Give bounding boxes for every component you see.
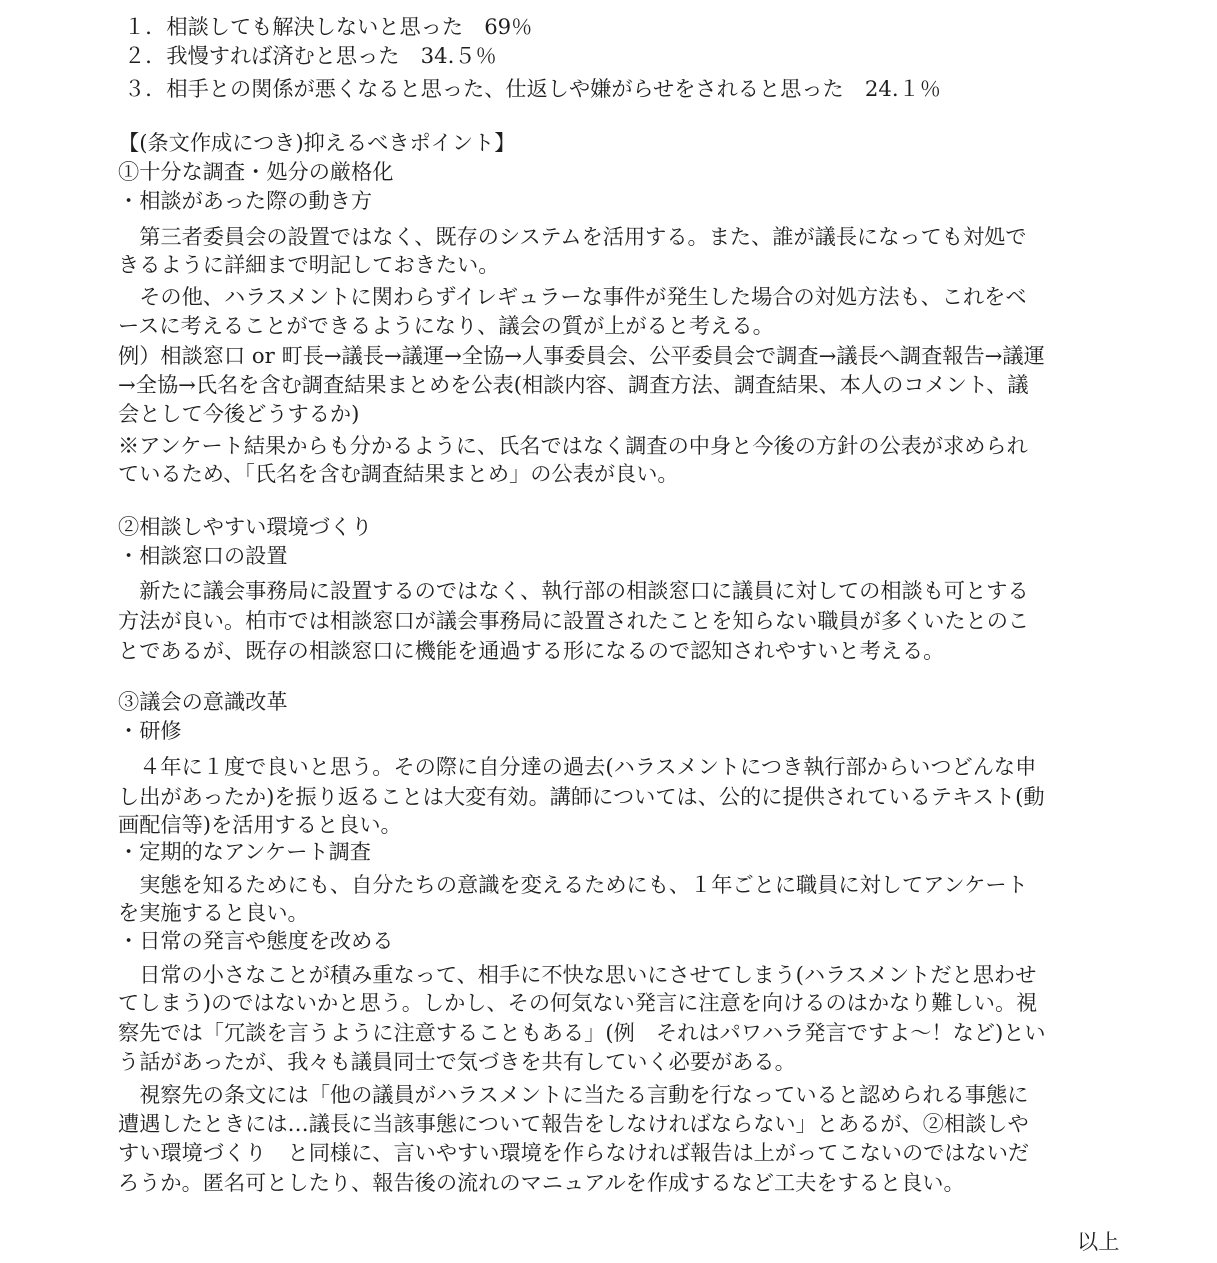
points-heading: 【(条文作成につき)抑えるべきポイント】 <box>118 130 516 155</box>
survey-result-3: ３．相手との関係が悪くなると思った、仕返しや嫌がらせをされると思った 24.１％ <box>124 76 941 101</box>
section3-line: う話があったが、我々も議員同士で気づきを共有していく必要がある。 <box>118 1049 796 1074</box>
section1-line: 会として今後どうするか) <box>118 401 360 426</box>
section1-line: ースに考えることができるようになり、議会の質が上がると考える。 <box>118 313 774 338</box>
section3-line: 実態を知るためにも、自分たちの意識を変えるためにも、１年ごとに職員に対してアンケート <box>118 872 1028 897</box>
section3-line: 視察先の条文には「他の議員がハラスメントに当たる言動を行なっていると認められる事態に <box>118 1082 1029 1107</box>
section3-line: てしまう)のではないかと思う。しかし、その何気ない発言に注意を向けるのはかなり難しい。視 <box>118 990 1038 1015</box>
survey-result-1: １．相談しても解決しないと思った 69％ <box>124 14 533 39</box>
section3-sub-training: ・研修 <box>118 718 182 743</box>
section3-line: し出があったか)を振り返ることは大変有効。講師については、公的に提供されているテキスト(動 <box>118 784 1045 809</box>
section1-subtitle: ・相談があった際の動き方 <box>118 188 373 213</box>
section2-line: 方法が良い。柏市では相談窓口が議会事務局に設置されたことを知らない職員が多くいたとのこ <box>118 608 1030 633</box>
section1-line: ※アンケート結果からも分かるように、氏名ではなく調査の中身と今後の方針の公表が求められ <box>118 433 1028 458</box>
section1-line: 第三者委員会の設置ではなく、既存のシステムを活用する。また、誰が議長になっても対処で <box>118 224 1027 249</box>
section3-sub-survey: ・定期的なアンケート調査 <box>118 839 371 864</box>
section1-title: ①十分な調査・処分の厳格化 <box>118 159 394 184</box>
section3-line: ４年に１度で良いと思う。その際に自分達の過去(ハラスメントにつき執行部からいつどんな申 <box>118 754 1037 779</box>
section3-line: 画配信等)を活用すると良い。 <box>118 812 402 837</box>
section1-line: ているため、「氏名を含む調査結果まとめ」の公表が良い。 <box>118 461 679 486</box>
section2-subtitle: ・相談窓口の設置 <box>118 543 288 568</box>
section3-title: ③議会の意識改革 <box>118 689 288 714</box>
survey-result-2: ２．我慢すれば済むと思った 34.５％ <box>124 43 497 68</box>
section3-line: すい環境づくり と同様に、言いやすい環境を作らなければ報告は上がってこないのではないだ <box>118 1140 1030 1165</box>
section2-line: 新たに議会事務局に設置するのではなく、執行部の相談窓口に議員に対しての相談も可とする <box>118 578 1029 603</box>
section3-line: 遭遇したときには…議長に当該事態について報告をしなければならない」とあるが、②相談しや <box>118 1111 1029 1136</box>
section1-line: きるように詳細まで明記しておきたい。 <box>118 252 500 277</box>
section2-title: ②相談しやすい環境づくり <box>118 514 373 539</box>
section2-line: とであるが、既存の相談窓口に機能を通過する形になるので認知されやすいと考える。 <box>118 638 945 663</box>
section3-line: ろうか。匿名可としたり、報告後の流れのマニュアルを作成するなど工夫をすると良い。 <box>118 1170 965 1195</box>
section1-line: 例）相談窓口 or 町長→議長→議運→全協→人事委員会、公平委員会で調査→議長へ調査報告→議運 <box>118 343 1045 368</box>
section3-line: を実施すると良い。 <box>118 900 309 925</box>
section1-line: その他、ハラスメントに関わらずイレギュラーな事件が発生した場合の対処方法も、これをベ <box>118 284 1027 309</box>
closing-mark: 以上 <box>1077 1229 1120 1254</box>
section3-line: 察先では「冗談を言うように注意することもある」(例 それはパワハラ発言ですよ～！など)とい <box>118 1020 1046 1045</box>
section1-line: →全協→氏名を含む調査結果まとめを公表(相談内容、調査方法、調査結果、本人のコメント、議 <box>118 372 1029 397</box>
section3-line: 日常の小さなことが積み重なって、相手に不快な思いにさせてしまう(ハラスメントだと思わせ <box>118 962 1037 987</box>
section3-sub-conduct: ・日常の発言や態度を改める <box>118 928 394 953</box>
